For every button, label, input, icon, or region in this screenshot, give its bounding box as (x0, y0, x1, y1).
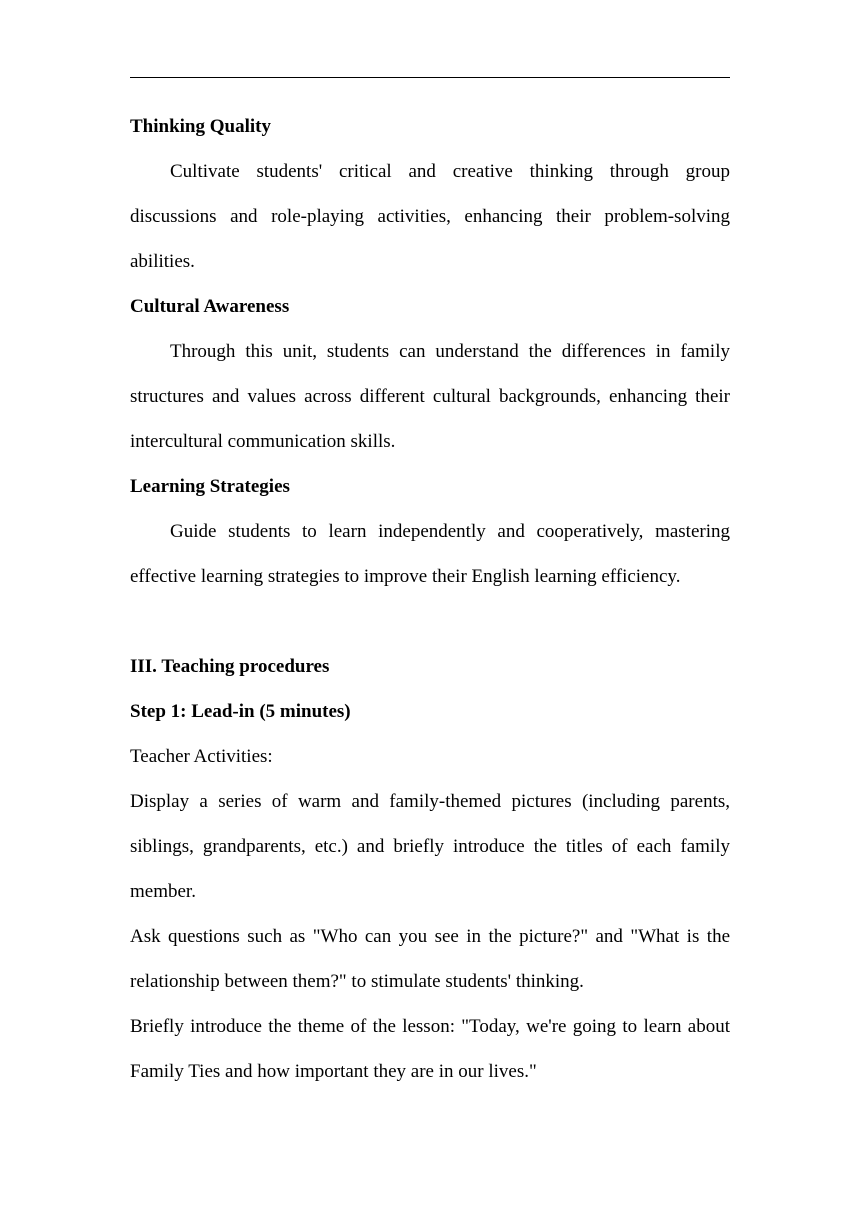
cultural-awareness-heading: Cultural Awareness (130, 296, 290, 317)
activity-paragraph: Briefly introduce the theme of the lesson: "Today, we're going to learn about Family Ties and how important they are in our lives." (130, 1016, 730, 1082)
teaching-procedures-heading: III. Teaching procedures (130, 656, 330, 677)
learning-strategies-paragraph: Guide students to learn independently and cooperatively, mastering effective learning strategies to improve their English learning efficiency. (130, 521, 730, 587)
blank-line (130, 599, 730, 644)
step-1-heading: Step 1: Lead-in (5 minutes) (130, 701, 351, 722)
thinking-quality-paragraph: Cultivate students' critical and creative thinking through group discussions and role-playing activities, enhancing their problem-solving abilities. (130, 161, 730, 272)
activity-paragraph: Ask questions such as "Who can you see in the picture?" and "What is the relationship between them?" to stimulate students' thinking. (130, 926, 730, 992)
thinking-quality-heading: Thinking Quality (130, 116, 271, 137)
learning-strategies-heading: Learning Strategies (130, 476, 290, 497)
document-body (130, 104, 730, 1094)
cultural-awareness-paragraph: Through this unit, students can understand the differences in family structures and values across different cultural backgrounds, enhancing their intercultural communication skills. (130, 341, 730, 452)
activity-paragraph: Display a series of warm and family-themed pictures (including parents, siblings, grandparents, etc.) and briefly introduce the titles of each family member. (130, 791, 730, 902)
header-rule (130, 77, 730, 78)
teacher-activities-label: Teacher Activities: (130, 746, 273, 767)
